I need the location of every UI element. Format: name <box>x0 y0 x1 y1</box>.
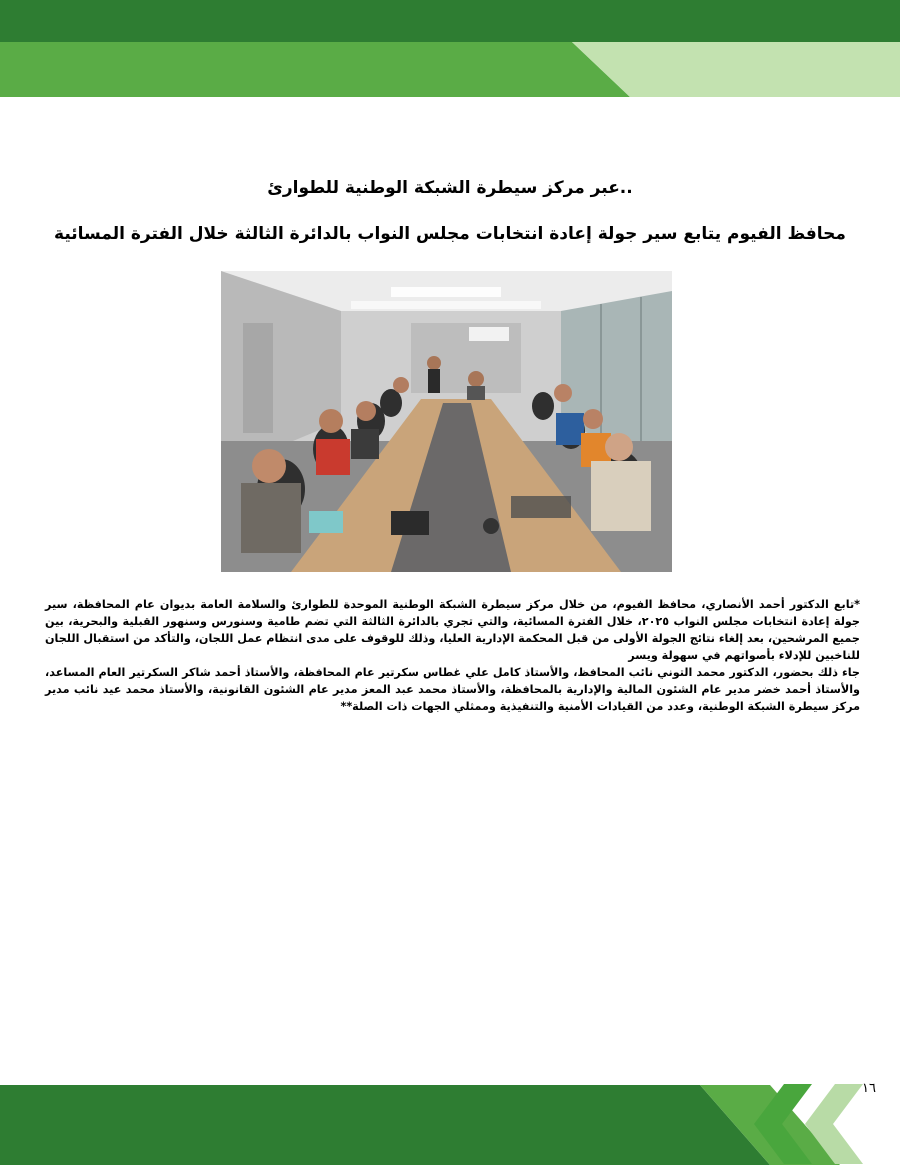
footer-dark-stripe <box>0 1085 770 1165</box>
header-dark-stripe <box>0 0 900 42</box>
header-band <box>0 0 900 100</box>
footer-band <box>0 1080 900 1165</box>
headline-line2: محافظ الفيوم يتابع سير جولة إعادة انتخابات مجلس النواب بالدائرة الثالثة خلال الفترة المسائية <box>54 224 846 244</box>
meeting-room-photo <box>221 271 672 572</box>
page-number: ١٦ <box>862 1081 876 1096</box>
headline-line1: ..عبر مركز سيطرة الشبكة الوطنية للطوارئ <box>267 178 633 198</box>
header-green-stripe <box>0 42 630 97</box>
article-paragraph: *تابع الدكتور أحمد الأنصاري، محافظ الفيوم، من خلال مركز سيطرة الشبكة الوطنية الموحدة للطوارئ والسلامة العامة بديوان عام المحافظة، سير جولة إعادة انتخابات مجلس النواب ٢٠٢٥، خلال الفترة المسائية، والتي تجري بالدائرة الثالثة التي تضم طامية وسنورس وسنهور القبلية والبحرية، بين جميع المرشحين، بعد إلغاء نتائج الجولة الأولى من قبل المحكمة الإدارية العليا، وذلك للوقوف على مدى انتظام عمل اللجان، والتأكد من استقبال اللجان للناخبين للإدلاء بأصواتهم في سهولة ويسر <box>45 598 860 662</box>
article-body <box>45 596 860 715</box>
article-paragraph: جاء ذلك بحضور، الدكتور محمد التوني نائب المحافظ، والأستاذ كامل علي غطاس سكرتير عام المحافظة، والأستاذ أحمد شاكر السكرتير العام المساعد، والأستاذ أحمد خضر مدير عام الشئون المالية والإدارية بالمحافظة، والأستاذ محمد عبد المعز مدير عام الشئون القانونية، والأستاذ محمد عيد نائب مدير مركز سيطرة الشبكة الوطنية، وعدد من القيادات الأمنية والتنفيذية وممثلي الجهات ذات الصلة** <box>45 666 860 713</box>
